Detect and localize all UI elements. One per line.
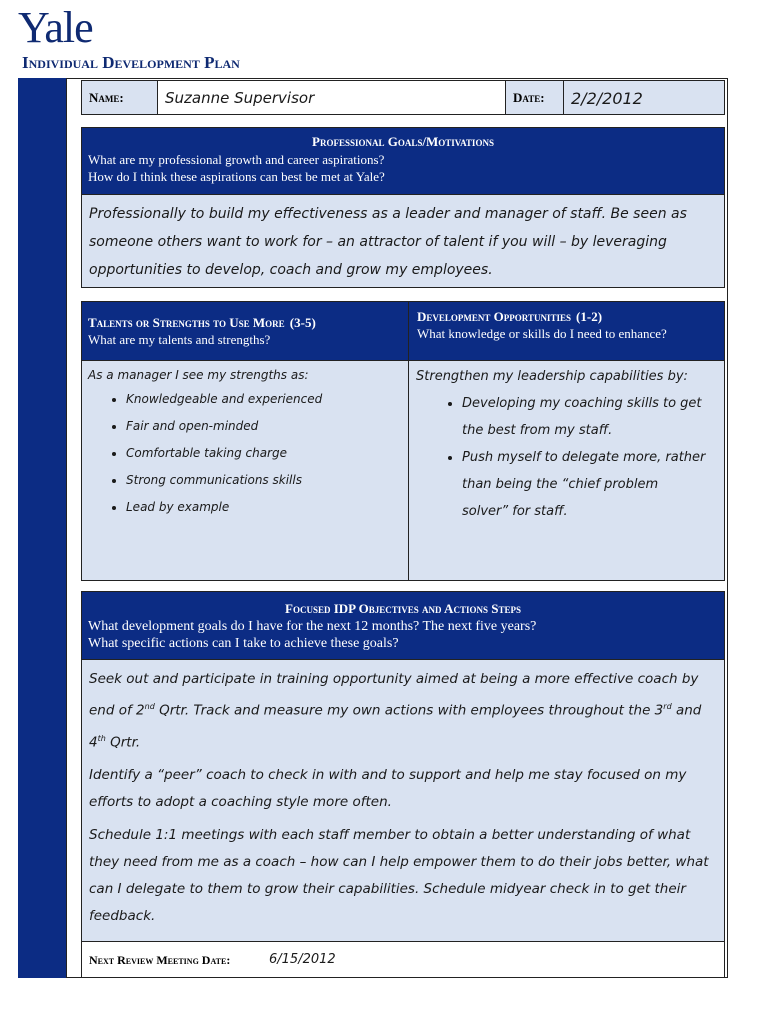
professional-goals-header bbox=[81, 127, 725, 195]
talents-title: Talents or Strengths to Use More bbox=[88, 315, 285, 330]
development-answer-cell bbox=[408, 360, 725, 581]
development-list bbox=[416, 390, 706, 525]
development-item: • Push myself to delegate more, rather than being the “chief problem solver” for staff. bbox=[462, 444, 706, 525]
next-review-label: Next Review Meeting Date: bbox=[89, 953, 231, 967]
development-question: What knowledge or skills do I need to enhance? bbox=[417, 326, 667, 341]
talents-count: (3-5) bbox=[289, 315, 316, 330]
name-value: Suzanne Supervisor bbox=[165, 89, 315, 107]
development-title-line bbox=[417, 306, 718, 325]
name-label: Name: bbox=[89, 90, 124, 105]
development-title: Development Opportunities bbox=[417, 309, 571, 324]
professional-question-2: How do I think these aspirations can best be met at Yale? bbox=[88, 169, 385, 184]
name-label-cell bbox=[81, 80, 158, 115]
talents-header bbox=[81, 301, 409, 361]
document-title: Individual Development Plan bbox=[22, 53, 240, 72]
talents-list bbox=[88, 386, 402, 521]
date-value-cell bbox=[563, 80, 725, 115]
development-intro: Strengthen my leadership capabilities by: bbox=[416, 369, 688, 384]
talents-intro: As a manager I see my strengths as: bbox=[88, 368, 309, 382]
next-review-value: 6/15/2012 bbox=[269, 952, 336, 967]
objective-p1-part-a: Seek out and participate in training opportunity aimed at being a more effective coach by end of 2 bbox=[89, 671, 699, 719]
development-item: • Developing my coaching skills to get the best from my staff. bbox=[462, 390, 706, 444]
left-sidebar-bar bbox=[18, 78, 66, 978]
talent-item: • Lead by example bbox=[126, 494, 402, 521]
development-header bbox=[408, 301, 725, 361]
talent-item: • Strong communications skills bbox=[126, 467, 402, 494]
objective-p1-sup-2: rd bbox=[663, 702, 672, 711]
professional-goals-title: Professional Goals/Motivations bbox=[312, 134, 494, 149]
objectives-title: Focused IDP Objectives and Actions Steps bbox=[285, 601, 521, 616]
objectives-header bbox=[81, 591, 725, 660]
objective-paragraph-3: Schedule 1:1 meetings with each staff member to obtain a better understanding of what they need from me as a coach – how can I help empower them to do their jobs better, what can I delegate to them to grow their capabilities. Schedule midyear check in to get their feedback. bbox=[89, 827, 709, 924]
objectives-question-1: What development goals do I have for the next 12 months? The next five years? bbox=[88, 619, 537, 634]
professional-goals-answer: Professionally to build my effectiveness as a leader and manager of staff. Be seen as someone others want to work for – an attractor of talent if you will – by leveraging opportunities to develop, coach and grow my employees. bbox=[89, 206, 687, 278]
talent-item: • Knowledgeable and experienced bbox=[126, 386, 402, 413]
date-value: 2/2/2012 bbox=[571, 89, 643, 108]
name-value-cell bbox=[157, 80, 506, 115]
talent-item: • Fair and open-minded bbox=[126, 413, 402, 440]
objectives-answer-cell bbox=[81, 659, 725, 942]
development-count: (1-2) bbox=[576, 309, 603, 324]
talents-answer-cell bbox=[81, 360, 409, 581]
yale-logo: Yale bbox=[18, 3, 93, 52]
date-label-cell bbox=[505, 80, 564, 115]
next-review-cell bbox=[81, 941, 725, 978]
objective-p1-part-b: Qrtr. Track and measure my own actions with employees throughout the 3 bbox=[154, 702, 664, 719]
objective-p1-sup-3: th bbox=[97, 733, 106, 743]
objective-p1-part-c: and 4 bbox=[89, 702, 702, 750]
talents-title-line bbox=[88, 312, 402, 331]
objectives-question-2: What specific actions can I take to achieve these goals? bbox=[88, 636, 399, 651]
objective-p1-part-d: Qrtr. bbox=[105, 734, 141, 750]
objective-paragraph-1 bbox=[89, 666, 717, 756]
talent-item: • Comfortable taking charge bbox=[126, 440, 402, 467]
professional-goals-answer-cell bbox=[81, 194, 725, 288]
date-label: Date: bbox=[513, 90, 545, 105]
talents-question: What are my talents and strengths? bbox=[88, 332, 271, 347]
professional-question-1: What are my professional growth and career aspirations? bbox=[88, 152, 385, 167]
objective-p1-sup-1: nd bbox=[144, 702, 155, 711]
objective-paragraph-2: Identify a “peer” coach to check in with and to support and help me stay focused on my efforts to adopt a coaching style more often. bbox=[89, 767, 687, 810]
